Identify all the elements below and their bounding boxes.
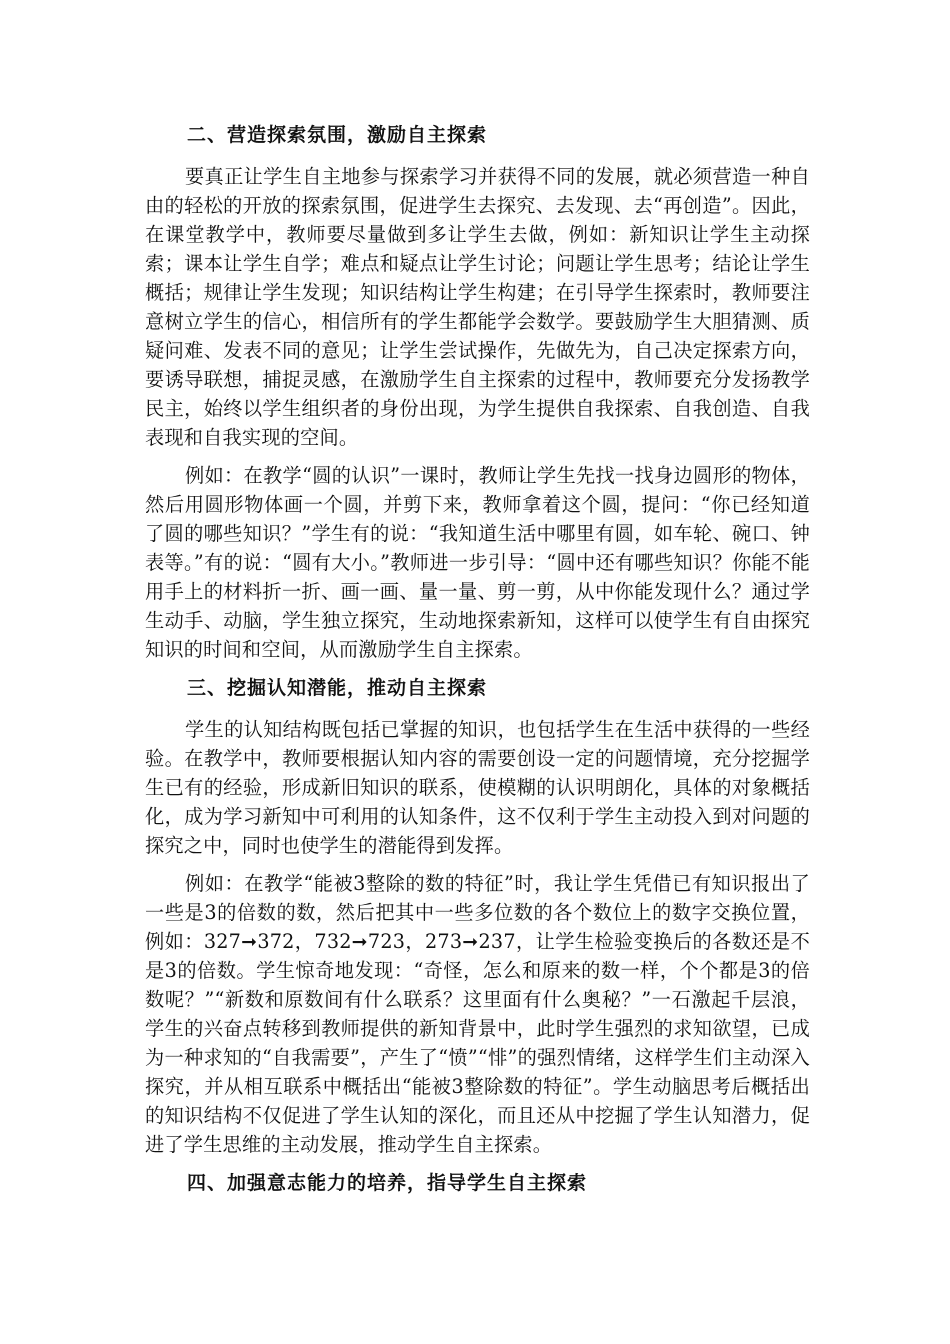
document-page <box>145 120 810 1210</box>
paragraph: 学生的认知结构既包括已掌握的知识，也包括学生在生活中获得的一些经验。在教学中，教师要根据认知内容的需要创设一定的问题情境，充分挖掘学生已有的经验，形成新旧知识的联系，使模糊的认识明朗化，具体的对象概括化，成为学习新知中可利用的认知条件，这不仅利于学生主动投入到对问题的探究之中，同时也使学生的潜能得到发挥。 <box>145 718 810 857</box>
section-heading-3: 三、挖掘认知潜能，推动自主探索 <box>187 677 488 699</box>
paragraph: 例如：在教学“能被3整除的数的特征”时，我让学生凭借已有知识报出了一些是3的倍数的数，然后把其中一些多位数的各个数位上的数字交换位置，例如：327➞372，732➞723，273➞237，让学生检验变换后的各数还是不是3的倍数。学生惊奇地发现：“奇怪，怎么和原来的数一样，个个都是3的倍数呢？”“新数和原数间有什么联系？这里面有什么奥秘？”一石激起千层浪，学生的兴奋点转移到教师提供的新知背景中，此时学生强烈的求知欲望，已成为一种求知的“自我需要”，产生了“愤”“悱”的强烈情绪，这样学生们主动深入探究，并从相互联系中概括出“能被3整除数的特征”。学生动脑思考后概括出的知识结构不仅促进了学生认知的深化，而且还从中挖掘了学生认知潜力，促进了学生思维的主动发展，推动学生自主探索。 <box>145 872 810 1156</box>
section-heading-4: 四、加强意志能力的培养，指导学生自主探索 <box>187 1172 588 1194</box>
paragraph: 例如：在教学“圆的认识”一课时，教师让学生先找一找身边圆形的物体，然后用圆形物体画一个圆，并剪下来，教师拿着这个圆，提问：“你已经知道了圆的哪些知识？”学生有的说：“我知道生活中哪里有圆，如车轮、碗口、钟表等。”有的说：“圆有大小。”教师进一步引导：“圆中还有哪些知识？你能不能用手上的材料折一折、画一画、量一量、剪一剪，从中你能发现什么？通过学生动手、动脑，学生独立探究，生动地探索新知，这样可以使学生有自由探究知识的时间和空间，从而激励学生自主探索。 <box>145 464 810 661</box>
section-heading-2: 二、营造探索氛围，激励自主探索 <box>187 124 488 146</box>
paragraph: 要真正让学生自主地参与探索学习并获得不同的发展，就必须营造一种自由的轻松的开放的探索氛围，促进学生去探究、去发现、去“再创造”。因此，在课堂教学中，教师要尽量做到多让学生去做，例如：新知识让学生主动探索；课本让学生自学；难点和疑点让学生讨论；问题让学生思考；结论让学生概括；规律让学生发现；知识结构让学生构建；在引导学生探索时，教师要注意树立学生的信心，相信所有的学生都能学会数学。要鼓励学生大胆猜测、质疑问难、发表不同的意见；让学生尝试操作，先做先为，自己决定探索方向，要诱导联想，捕捉灵感，在激励学生自主探索的过程中，教师要充分发扬教学民主，始终以学生组织者的身份出现，为学生提供自我探索、自我创造、自我表现和自我实现的空间。 <box>145 165 810 449</box>
